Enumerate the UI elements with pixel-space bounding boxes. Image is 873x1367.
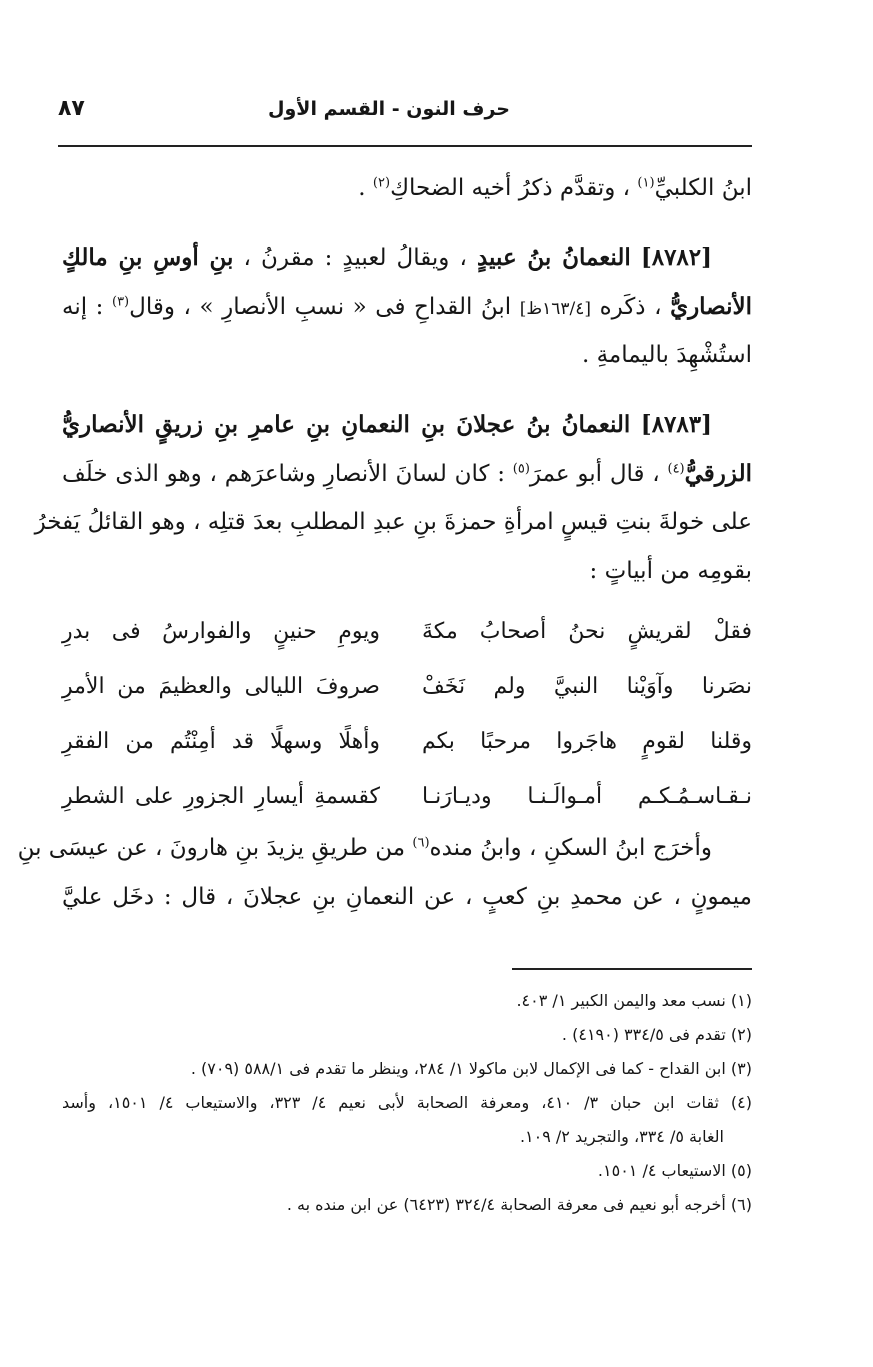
- poem: [62, 604, 752, 824]
- footnote-5: (٥) الاستيعاب ٤/ ١٥٠١.: [597, 1161, 752, 1180]
- footnote-2: (٢) تقدم فى ٣٣٤/٥ (٤١٩٠) .: [561, 1025, 752, 1044]
- verse: [62, 769, 752, 824]
- text-line: الزرقيُّ$^{(٤)}$ ، قال أبو عمرَ$^{(٥)}$ : كان لسانَ الأنصارِ وشاعرَهم ، وهو الذى خلَف: [62, 460, 752, 487]
- main-text: [17, 164, 753, 922]
- text-line: استُشْهِدَ باليمامةِ .: [581, 342, 752, 368]
- footnote-ref: (١): [637, 175, 655, 191]
- entry-8782-heading: [٨٧٨٢] النعمانُ بنُ عبيدٍ ، ويقالُ لعبيدٍ : مقرنُ ، بنِ أوسِ بنِ مالكٍ: [62, 244, 713, 271]
- running-title: حرف النون - القسم الأول: [268, 98, 510, 120]
- footnote-ref: (٦): [412, 835, 430, 851]
- page-number: ٨٧: [58, 96, 85, 121]
- verse: [62, 659, 752, 714]
- text-line: الأنصاريُّ ، ذكَره [١٦٣/٤ظ] ابنُ القداحِ فى « نسبِ الأنصارِ » ، وقال$^{(٣)}$ : إنه: [62, 293, 753, 320]
- footnote-separator: [512, 968, 752, 970]
- text-line: بقومِه من أبياتٍ :: [589, 558, 752, 584]
- verse-first-hemistich: نصَرنا وآوَيْنا النبيَّ ولم نَخَفْ: [422, 674, 752, 699]
- footnote-4-continued: الغابة ٥/ ٣٣٤، والتجريد ٢/ ١٠٩.: [519, 1127, 724, 1146]
- verse-second-hemistich: وأهلًا وسهلًا قد أمِنْتُم من الفقرِ: [62, 729, 380, 754]
- text-line: ابنُ الكلبيِّ$^{(١)}$ ، وتقدَّم ذكرُ أخيه الضحاكِ$^{(٢)}$ .: [358, 175, 752, 201]
- text-line: على خولةَ بنتِ قيسٍ امرأةِ حمزةَ بنِ عبدِ المطلبِ بعدَ قتلِه ، وهو القائلُ يَفخرُ: [34, 509, 752, 535]
- entry-number: [٨٧٨٣]: [640, 411, 712, 438]
- text-line: وأخرَج ابنُ السكنِ ، وابنُ منده$^{(٦)}$ من طريقِ يزيدَ بنِ هارونَ ، عن عيسَى بنِ: [17, 835, 712, 861]
- verse: [62, 604, 752, 659]
- footnotes: [62, 984, 752, 1222]
- entry-name: النعمانُ بنُ عجلانَ بنِ النعمانِ بنِ عامرِ بنِ زريقٍ الأنصاريُّ: [62, 411, 631, 438]
- text-line: ميمونٍ ، عن محمدِ بنِ كعبٍ ، عن النعمانِ بنِ عجلانَ ، قال : دخَل عليَّ: [62, 884, 752, 910]
- entry-8783-heading: [62, 400, 752, 449]
- verse: [62, 714, 752, 769]
- verse-first-hemistich: وقلنا لقومٍ هاجَروا مرحبًا بكم: [422, 729, 752, 754]
- header-rule: [58, 145, 752, 147]
- verse-first-hemistich: فقلْ لقريشٍ نحنُ أصحابُ مكةَ: [422, 619, 752, 644]
- verse-first-hemistich: نـقـاسـمُـكـم أمـوالَـنـا وديـارَنـا: [422, 784, 752, 809]
- entry-name: النعمانُ بنُ عبيدٍ: [476, 244, 631, 271]
- footnote-ref: (٣): [111, 294, 130, 310]
- footnote-ref: (٥): [512, 461, 530, 477]
- footnote-3: (٣) ابن القداح - كما فى الإكمال لابن ماكولا ١/ ٢٨٤، وينظر ما تقدم فى ٥٨٨/١ (٧٠٩) .: [190, 1059, 752, 1078]
- footnote-4: (٤) ثقات ابن حبان ٣/ ٤١٠، ومعرفة الصحابة لأبى نعيم ٤/ ٣٢٣، والاستيعاب ٤/ ١٥٠١، وأسد: [62, 1093, 752, 1112]
- footnote-ref: (٢): [372, 175, 391, 191]
- entry-number: [٨٧٨٢]: [640, 244, 713, 271]
- footnote-6: (٦) أخرجه أبو نعيم فى معرفة الصحابة ٣٢٤/٤ (٦٤٢٣) عن ابن منده به .: [286, 1195, 752, 1214]
- footnote-ref: (٤): [667, 461, 685, 477]
- manuscript-ref: [١٦٣/٤ظ]: [519, 299, 592, 319]
- verse-second-hemistich: صروفَ الليالى والعظيمَ من الأمرِ: [62, 674, 380, 699]
- footnote-1: (١) نسب معد واليمن الكبير ١/ ٤٠٣.: [516, 991, 752, 1010]
- verse-second-hemistich: كقسمةِ أيسارِ الجزورِ على الشطرِ: [62, 784, 380, 809]
- verse-second-hemistich: ويومِ حنينٍ والفوارسُ فى بدرِ: [62, 619, 380, 644]
